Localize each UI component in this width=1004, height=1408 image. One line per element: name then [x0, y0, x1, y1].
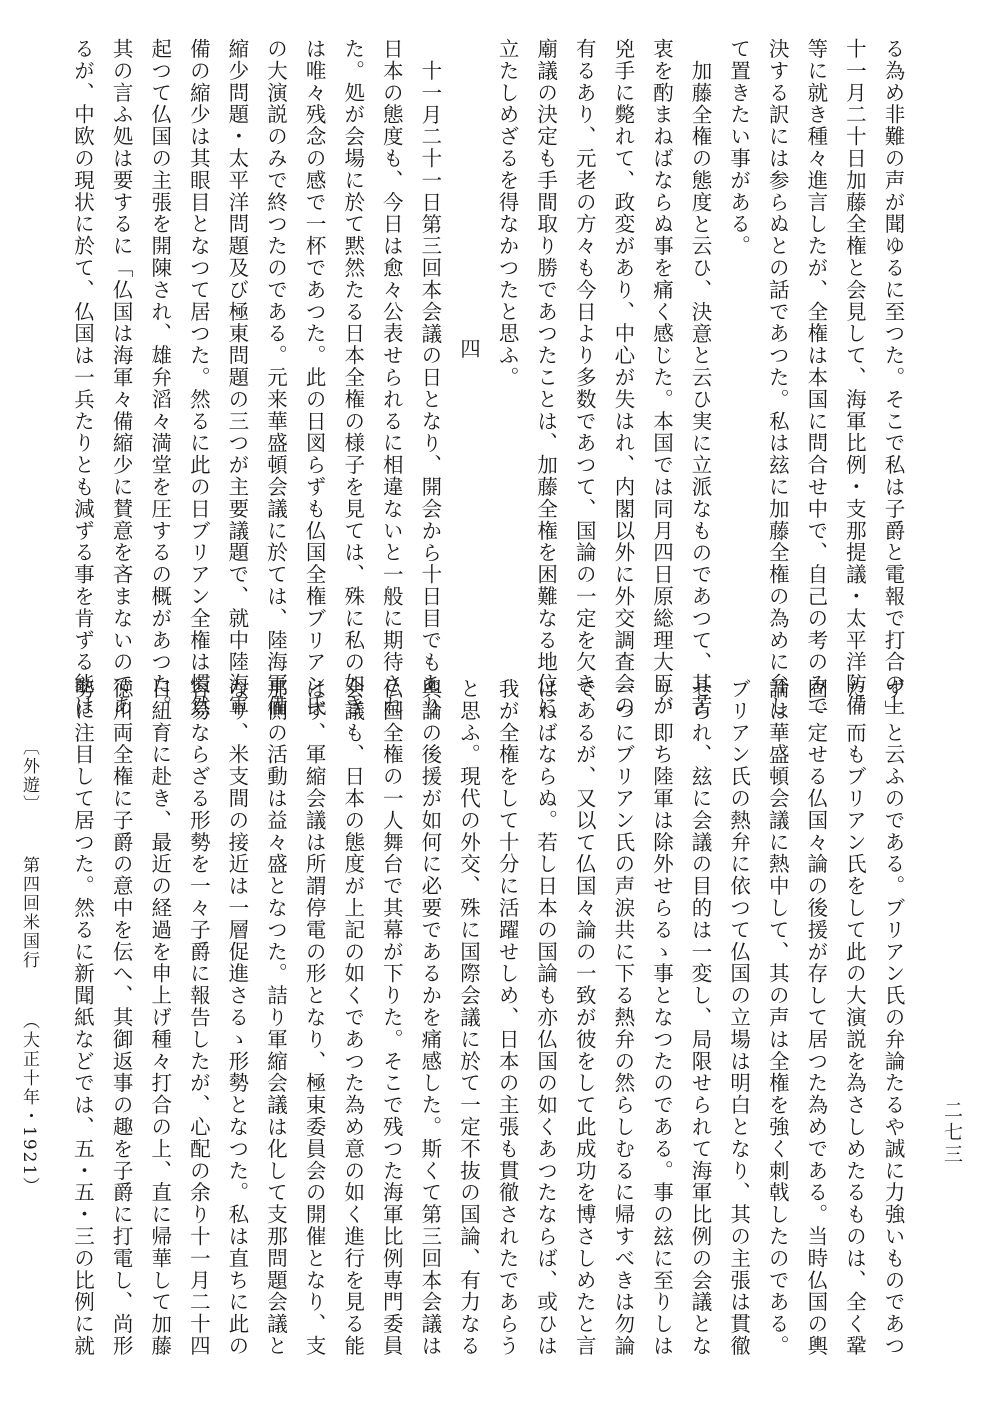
text-column: ブリアン氏の熱弁に依つて仏国の立場は明白となり、其の主張は貫徹 [726, 678, 751, 1357]
text-column: 廟議の決定も手間取り勝であつたことは、加藤全権を困難なる地位に [533, 38, 558, 717]
text-column: 衷を酌まねばならぬ事を痛く感じた。本国では同月四日原総理大臣が [649, 38, 674, 717]
text-column: の大演説のみで終つたのである。元来華盛頓会議に於ては、陸海軍備 [263, 38, 288, 717]
text-column: 日紐育に赴き、最近の経過を申上げ種々打合の上、直に帰華して加藤 [147, 678, 172, 1357]
text-column: なり、米支間の接近は一層促進さるゝ形勢となつた。私は直ちに此の [224, 678, 249, 1357]
section-heading: 四 [456, 338, 481, 360]
text-column: はねばならぬ。若し日本の国論も亦仏国の如くあつたならば、或ひは [533, 678, 558, 1357]
text-column: 我が全権をして十分に活躍せしめ、日本の主張も貫徹されたであらう [495, 678, 520, 1357]
text-column: 縮少問題・太平洋問題及び極東問題の三つが主要議題で、就中陸海軍 [224, 38, 249, 717]
text-column: 有るあり、元老の方々も今日より多数であつて、国論の一定を欠き、 [572, 38, 597, 717]
footer-chapter: 第四回米国行 [19, 856, 39, 970]
footer-era: （大正十年・1921） [19, 1012, 39, 1197]
text-column: ず」と云ふのである。ブリアン氏の弁論たるや誠に力強いものであつ [881, 678, 905, 1357]
text-column: と思ふ。現代の外交、殊に国際会議に於て一定不抜の国論、有力なる [456, 678, 481, 1357]
upper-text-block [70, 38, 912, 717]
text-column: は唯々残念の感で一杯であつた。此の日図らずも仏国全権ブリアン氏 [302, 38, 327, 717]
running-footer [12, 738, 42, 1378]
text-column: であるが、又以て仏国々論の一致が彼をして此成功を博さしめたと言 [572, 678, 597, 1357]
text-column: はず、軍縮会議は所謂停電の形となり、極東委員会の開催となり、支 [302, 678, 327, 1357]
text-column: 会議も、日本の態度が上記の如くであつた為め意の如く進行を見る能 [340, 678, 365, 1357]
text-column: 其の言ふ処は要するに「仏国は海軍々備縮少に賛意を吝まないのであ [109, 38, 134, 717]
text-column: 加藤全権の態度と云ひ、決意と云ひ実に立派なものであつて、其苦 [688, 60, 713, 717]
text-column: 一つにブリアン氏の声涙共に下る熱弁の然らしむるに帰すべきは勿論 [610, 678, 635, 1357]
text-column: た。処が会場に於て黙然たる日本全権の様子を見ては、殊に私の如き [340, 38, 365, 717]
text-column: て置きたい事がある。 [726, 38, 751, 257]
text-column: 備の縮少は其眼目となつて居つた。然るに此の日ブリアン全権は慣然 [186, 38, 211, 717]
text-column: 起つて仏国の主張を開陳され、雄弁滔々満堂を圧するの概があつた。 [147, 38, 172, 717]
text-column: 決する訳には参らぬとの話であつた。私は玆に加藤全権の為めに弁し [765, 38, 790, 717]
text-column: 容易ならざる形勢を一々子爵に報告したが、心配の余り十一月二十四 [186, 678, 211, 1357]
text-column: り、即ち陸軍は除外せらるゝ事となつたのである。事の玆に至りしは [649, 678, 674, 1357]
text-column: 日本の態度も、今日は愈々公表せられるに相違ないと一般に期待され [379, 38, 404, 717]
text-column: 等に就き種々進言したが、全権は本国に問合せ中で、自己の考のみで [803, 38, 828, 717]
footer-section: 〔外遊〕 [19, 738, 39, 814]
text-column: 立たしめざるを得なかつたと思ふ。 [495, 38, 520, 389]
text-column: 徳川両全権に子爵の意中を伝へ、其御返事の趣を子爵に打電し、尚形 [109, 678, 134, 1357]
text-column: 固一定せる仏国々論の後援が存して居つた為めである。当時仏国の輿 [803, 678, 828, 1357]
text-column: る為め非難の声が聞ゆるに至つた。そこで私は子爵と電報で打合の上 [881, 38, 905, 717]
text-column: 兇手に斃れて、政変があり、中心が失はれ、内閣以外に外交調査会の [610, 38, 635, 717]
text-column: せられ、玆に会議の目的は一変し、局限せられて海軍比例の会議とな [688, 678, 713, 1357]
text-column: 仏国全権の一人舞台で其幕が下りた。そこで残つた海軍比例専門委員 [379, 678, 404, 1357]
text-column: 十一月二十一日第三回本会議の日となり、開会から十日目でもあり [417, 60, 442, 717]
text-column: るが、中欧の現状に於て、仏国は一兵たりとも減ずる事を肯ずる能は [70, 38, 95, 717]
page-number: 二七三 [941, 1100, 963, 1166]
text-column: 論は華盛頓会議に熱中して、其の声は全権を強く刺戟したのである。 [765, 678, 790, 1357]
text-column: 那側の活動は益々盛となつた。詰り軍縮会議は化して支那問題会議と [263, 678, 288, 1357]
text-column: 輿論の後援が如何に必要であるかを痛感した。斯くて第三回本会議は [417, 678, 442, 1357]
text-column: た。而もブリアン氏をして此の大演説を為さしめたるものは、全く鞏 [842, 678, 867, 1357]
lower-text-block [70, 678, 912, 1357]
text-column: 勢に注目して居つた。然るに新聞紙などでは、五・五・三の比例に就 [70, 678, 95, 1357]
text-column: 十一月二十日加藤全権と会見して、海軍比例・支那提議・太平洋防備 [842, 38, 867, 717]
